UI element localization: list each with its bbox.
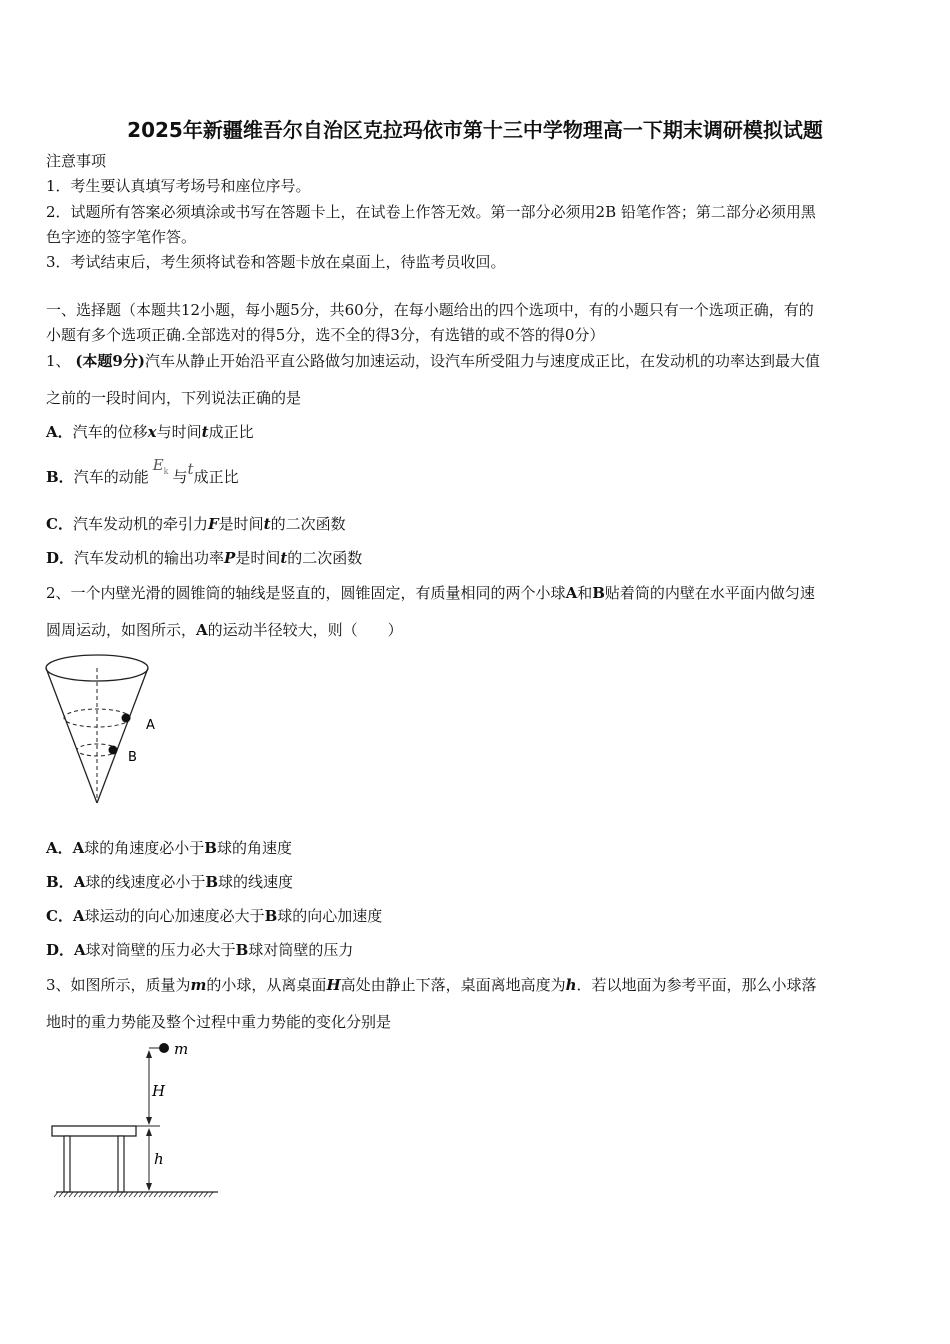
ground-hatching <box>54 1192 213 1197</box>
notice-heading: 注意事项 <box>46 152 107 170</box>
notice-item: 2．试题所有答案必须填涂或书写在答题卡上，在试卷上作答无效。第一部分必须用2B 铅笔作答；第二部分必须用黑 <box>46 203 816 221</box>
question-3-stem: 3、如图所示，质量为m的小球，从离桌面H高处由静止下落，桌面离地高度为h．若以地面为参考平面，那么小球落 <box>46 976 817 994</box>
q2-option-c: C．A球运动的向心加速度必大于B球的向心加速度 <box>46 907 383 925</box>
question-1-stem: 1、 (本题9分)汽车从静止开始沿平直公路做匀加速运动，设汽车所受阻力与速度成正比，在发动机的功率达到最大值 <box>46 352 820 370</box>
q1-option-d: D．汽车发动机的输出功率P是时间t的二次函数 <box>46 549 363 567</box>
figure-label-m: m <box>174 1040 189 1058</box>
section-instructions: 一、选择题（本题共12小题，每小题5分，共60分，在每小题给出的四个选项中，有的小题只有一个选项正确，有的 <box>46 301 814 319</box>
table-drop-figure <box>48 1038 228 1198</box>
cone-label-b: B <box>128 750 137 765</box>
q1-option-c: C．汽车发动机的牵引力F是时间t的二次函数 <box>46 515 346 533</box>
section-instructions: 小题有多个选项正确.全部选对的得5分，选不全的得3分，有选错的或不答的得0分） <box>46 326 605 344</box>
q2-option-a: A．A球的角速度必小于B球的角速度 <box>46 839 292 857</box>
question-3-stem-cont: 地时的重力势能及整个过程中重力势能的变化分别是 <box>46 1013 392 1031</box>
question-2-stem-cont: 圆周运动，如图所示，A的运动半径较大，则（ ） <box>46 621 403 639</box>
q2-option-b: B．A球的线速度必小于B球的线速度 <box>46 873 294 891</box>
question-1-stem-cont: 之前的一段时间内，下列说法正确的是 <box>46 389 302 407</box>
q1-option-a: A．汽车的位移x与时间t成正比 <box>46 423 254 441</box>
cone-label-a: A <box>146 718 155 733</box>
figure-label-H: H <box>152 1082 166 1100</box>
question-2-stem: 2、一个内壁光滑的圆锥筒的轴线是竖直的，圆锥固定，有质量相同的两个小球A和B贴着筒的内壁在水平面内做匀速 <box>46 584 815 602</box>
q2-option-d: D．A球对筒壁的压力必大于B球对筒壁的压力 <box>46 941 354 959</box>
cone-figure <box>40 650 170 810</box>
q1-option-b: B．汽车的动能$E^k$ 与t成正比 <box>46 456 239 486</box>
page-title: 2025年新疆维吾尔自治区克拉玛依市第十三中学物理高一下期末调研模拟试题 <box>127 118 823 142</box>
notice-item: 1．考生要认真填写考场号和座位序号。 <box>46 177 311 195</box>
notice-item: 3．考试结束后，考生须将试卷和答题卡放在桌面上，待监考员收回。 <box>46 253 506 271</box>
figure-label-h: h <box>154 1150 164 1168</box>
notice-item: 色字迹的签字笔作答。 <box>46 228 197 246</box>
